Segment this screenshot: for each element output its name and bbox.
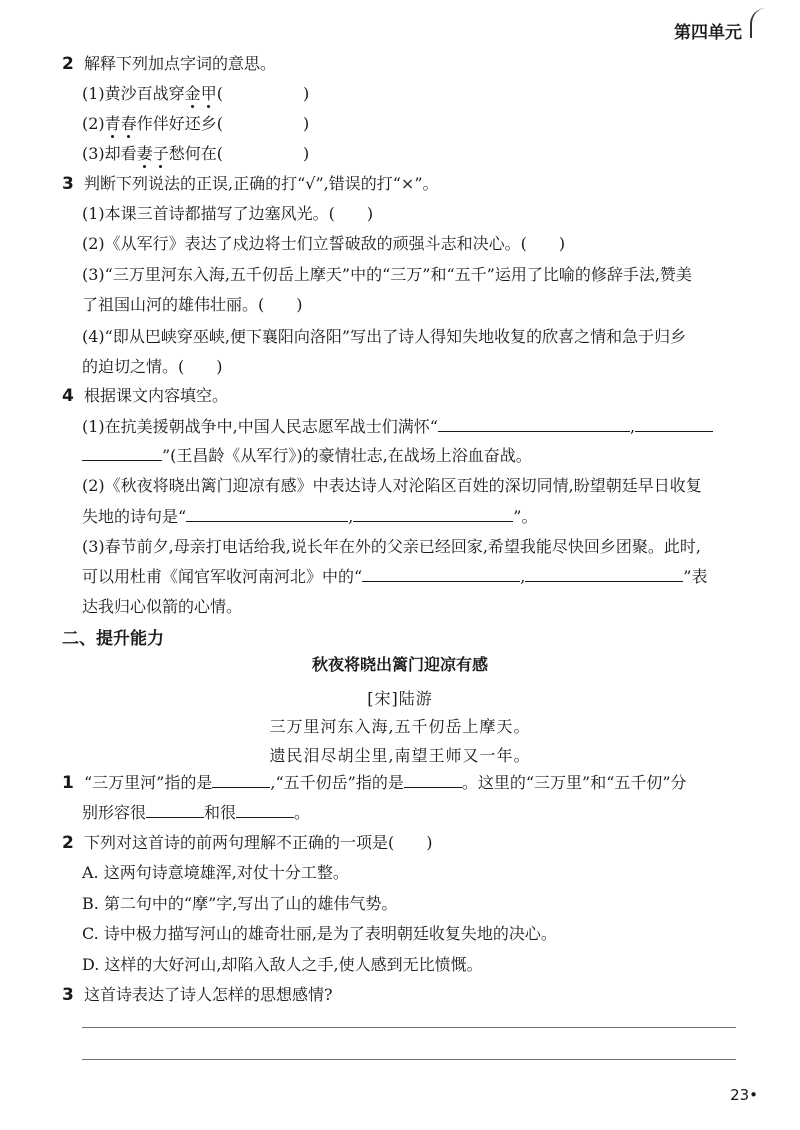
poem-author: [宋]陆游 (367, 689, 433, 708)
fill-blank[interactable] (82, 446, 162, 461)
option-a[interactable]: A. 这两句诗意境雄浑,对仗十分工整。 (82, 863, 349, 882)
dotted-word (105, 114, 137, 133)
corner-decoration (750, 8, 768, 38)
item-text: 作伴好还乡( ) (136, 114, 310, 133)
text: , (520, 567, 526, 586)
text: , (348, 507, 354, 526)
q4-line-6 (82, 567, 707, 587)
dotted-char: 甲 (200, 84, 217, 103)
q4-line-7: 达我归心似箭的心情。 (82, 597, 243, 616)
q3-line: (3)“三万里河东入海,五千仞岳上摩天”中的“三万”和“五千”运用了比喻的修辞手法,赞美 (82, 265, 692, 284)
text: ”(王昌龄《从军行》)的豪情壮志,在战场上浴血奋战。 (162, 446, 532, 465)
text: ”表 (683, 567, 708, 586)
question-number: 2 (62, 833, 74, 853)
fill-blank[interactable] (186, 507, 348, 522)
text: ,“五千仞岳”指的是 (270, 773, 404, 792)
question-number: 4 (62, 386, 74, 406)
poem-line: 遗民泪尽胡尘里,南望王师又一年。 (269, 746, 531, 765)
dotted-char: 春 (120, 114, 137, 133)
question-number: 3 (62, 174, 74, 194)
q3-line: (1)本课三首诗都描写了边塞风光。( ) (82, 204, 374, 223)
fill-blank[interactable] (362, 567, 520, 582)
question-stem: 解释下列加点字词的意思。 (84, 54, 277, 73)
option-c[interactable]: C. 诗中极力描写河山的雄奇壮丽,是为了表明朝廷收复失地的决心。 (82, 924, 557, 943)
dotted-word (185, 84, 217, 103)
q4-line-2 (82, 446, 532, 466)
dotted-char: 妻 (136, 144, 153, 163)
question-number: 3 (62, 985, 74, 1005)
text: 别形容很 (82, 803, 147, 822)
text: 。这里的“三万里”和“五千仞”分 (461, 773, 687, 792)
q4-line-3: (2)《秋夜将晓出篱门迎凉有感》中表达诗人对沦陷区百姓的深切同情,盼望朝廷早日收复 (82, 476, 702, 495)
dotted-char: 子 (152, 144, 169, 163)
q4-line-4 (82, 507, 537, 527)
answer-line[interactable] (82, 1059, 736, 1060)
text: , (629, 417, 636, 436)
fill-blank[interactable] (236, 803, 294, 818)
q2-item-2 (82, 114, 309, 134)
answer-line[interactable] (82, 1027, 736, 1028)
q4-line-1 (82, 417, 713, 437)
item-text: (3)却看 (82, 144, 137, 163)
option-b[interactable]: B. 第二句中的“摩”字,写出了山的雄伟气势。 (82, 894, 398, 913)
page-number: 23• (730, 1086, 758, 1104)
fill-blank[interactable] (525, 567, 683, 582)
item-text: 愁何在( ) (168, 144, 310, 163)
q3-line: (4)“即从巴峡穿巫峡,便下襄阳向洛阳”写出了诗人得知失地收复的欣喜之情和急于归乡 (82, 327, 687, 346)
unit-header: 第四单元 (674, 23, 742, 43)
poem-title: 秋夜将晓出篱门迎凉有感 (311, 655, 488, 674)
question-number: 2 (62, 54, 74, 74)
question-stem: 根据课文内容填空。 (84, 386, 229, 405)
fill-blank[interactable] (212, 773, 270, 788)
option-d[interactable]: D. 这样的大好河山,却陷入敌人之手,使人感到无比愤慨。 (82, 955, 483, 974)
q3-line: 了祖国山河的雄伟壮丽。( ) (82, 295, 303, 314)
item-text: (1)黄沙百战穿 (82, 84, 185, 103)
question-stem: 判断下列说法的正误,正确的打“√”,错误的打“×”。 (84, 174, 439, 193)
fill-blank[interactable] (353, 507, 513, 522)
text: 和很 (204, 803, 237, 822)
fill-blank[interactable] (404, 773, 462, 788)
question-number: 1 (62, 773, 74, 793)
text: 可以用杜甫《闻官军收河南河北》中的“ (82, 567, 363, 586)
item-text: (2) (82, 114, 105, 133)
poem-line: 三万里河东入海,五千仞岳上摩天。 (269, 717, 531, 736)
q2-item-3 (82, 144, 309, 164)
section-title: 二、提升能力 (62, 629, 164, 649)
dotted-char: 金 (184, 84, 201, 103)
q3-line: 的迫切之情。( ) (82, 357, 223, 376)
dotted-char: 青 (104, 114, 121, 133)
q3-line: (2)《从军行》表达了戍边将士们立誓破敌的顽强斗志和决心。( ) (82, 234, 566, 253)
item-text: ( ) (216, 84, 310, 103)
fill-blank[interactable] (635, 417, 713, 432)
fill-blank[interactable] (146, 803, 204, 818)
fill-blank[interactable] (438, 417, 630, 432)
q2-item-1 (82, 84, 309, 104)
dotted-word (137, 144, 169, 163)
p1-line-1 (84, 773, 687, 793)
text: “三万里河”指的是 (84, 773, 213, 792)
text: ”。 (513, 507, 538, 526)
p1-line-2 (82, 803, 310, 823)
text: 。 (294, 803, 311, 822)
question-stem: 下列对这首诗的前两句理解不正确的一项是( ) (84, 833, 433, 852)
question-stem: 这首诗表达了诗人怎样的思想感情? (84, 985, 333, 1004)
text: (1)在抗美援朝战争中,中国人民志愿军战士们满怀“ (82, 417, 438, 436)
text: 失地的诗句是“ (82, 507, 187, 526)
q4-line-5: (3)春节前夕,母亲打电话给我,说长年在外的父亲已经回家,希望我能尽快回乡团聚。此时, (82, 537, 702, 556)
